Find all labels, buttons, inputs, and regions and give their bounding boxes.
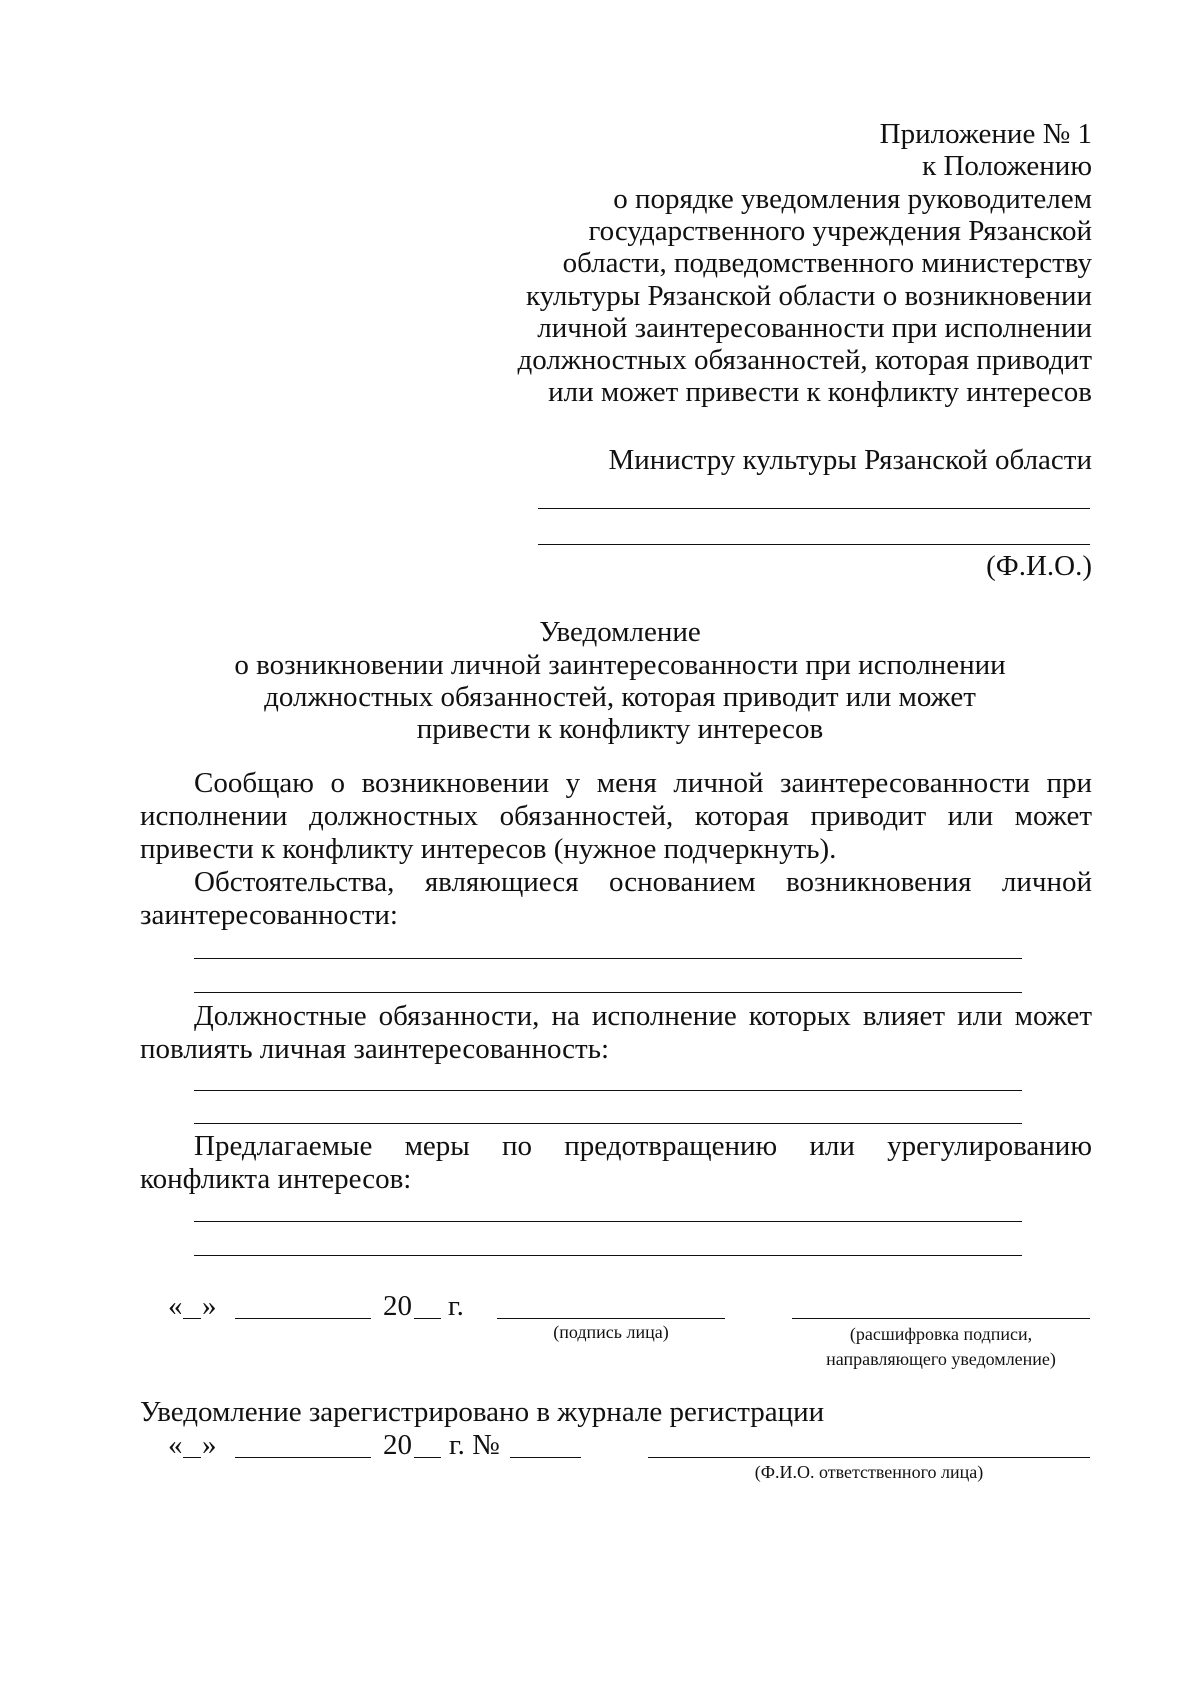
year-suffix: г. <box>448 1290 464 1322</box>
reg-day-blank[interactable] <box>183 1457 201 1458</box>
reg-open-quote: « <box>168 1429 183 1461</box>
title-line: о возникновении личной заинтересованности при исполнении <box>234 649 1006 681</box>
addressee: Министру культуры Рязанской области <box>608 444 1092 476</box>
decoding-caption-line: (расшифровка подписи, <box>849 1324 1033 1344</box>
year-blank[interactable] <box>414 1318 441 1319</box>
paragraph-line: привести к конфликту интересов (нужное подчеркнуть). <box>140 833 837 865</box>
paragraph-line: Предлагаемые меры по предотвращению или урегулированию <box>194 1130 1092 1162</box>
decoding-caption-line: направляющего уведомление) <box>826 1349 1056 1369</box>
appendix-line: государственного учреждения Рязанской <box>588 215 1092 247</box>
title-line: Уведомление <box>539 616 701 648</box>
paragraph-line: конфликта интересов: <box>140 1163 412 1195</box>
reg-year-prefix: 20 <box>383 1429 412 1461</box>
paragraph-line: исполнении должностных обязанностей, которая приводит или может <box>140 800 1092 832</box>
paragraph-line: Обстоятельства, являющиеся основанием возникновения личной <box>194 866 1092 898</box>
title-line: привести к конфликту интересов <box>416 713 824 745</box>
appendix-number: Приложение № 1 <box>879 118 1092 150</box>
signature-decoding-blank[interactable] <box>792 1318 1090 1319</box>
duties-blank-line[interactable] <box>194 1123 1022 1124</box>
paragraph-line: Должностные обязанности, на исполнение которых влияет или может <box>194 1000 1092 1032</box>
paragraph-line: Сообщаю о возникновении у меня личной заинтересованности при <box>194 767 1092 799</box>
signature-caption: (подпись лица) <box>553 1322 669 1342</box>
day-blank[interactable] <box>183 1318 201 1319</box>
appendix-line: о порядке уведомления руководителем <box>613 183 1092 215</box>
duties-blank-line[interactable] <box>194 1090 1022 1091</box>
measures-blank-line[interactable] <box>194 1255 1022 1256</box>
month-blank[interactable] <box>235 1318 371 1319</box>
responsible-caption: (Ф.И.О. ответственного лица) <box>754 1462 984 1482</box>
date-open-quote: « <box>168 1290 183 1322</box>
appendix-line: или может привести к конфликту интересов <box>548 376 1092 408</box>
signature-blank[interactable] <box>497 1318 725 1319</box>
addressee-blank-line[interactable] <box>538 508 1090 509</box>
year-prefix: 20 <box>383 1290 412 1322</box>
responsible-person-blank[interactable] <box>648 1457 1090 1458</box>
appendix-line: личной заинтересованности при исполнении <box>537 312 1092 344</box>
appendix-line: должностных обязанностей, которая приводит <box>517 344 1092 376</box>
circumstances-blank-line[interactable] <box>194 958 1022 959</box>
paragraph-line: повлиять личная заинтересованность: <box>140 1033 610 1065</box>
circumstances-blank-line[interactable] <box>194 992 1022 993</box>
date-close-quote: » <box>202 1290 217 1322</box>
appendix-line: культуры Рязанской области о возникновении <box>526 280 1092 312</box>
registration-text: Уведомление зарегистрировано в журнале регистрации <box>140 1396 825 1428</box>
paragraph-line: заинтересованности: <box>140 899 398 931</box>
reg-year-blank[interactable] <box>414 1457 441 1458</box>
title-line: должностных обязанностей, которая приводит или может <box>264 681 976 713</box>
reg-number-blank[interactable] <box>510 1457 581 1458</box>
reg-close-quote: » <box>202 1429 217 1461</box>
reg-year-suffix: г. № <box>449 1429 500 1461</box>
appendix-line: к Положению <box>922 150 1092 182</box>
addressee-blank-line[interactable] <box>538 544 1090 545</box>
reg-month-blank[interactable] <box>235 1457 371 1458</box>
appendix-line: области, подведомственного министерству <box>562 247 1092 279</box>
fio-caption: (Ф.И.О.) <box>986 550 1092 582</box>
measures-blank-line[interactable] <box>194 1221 1022 1222</box>
